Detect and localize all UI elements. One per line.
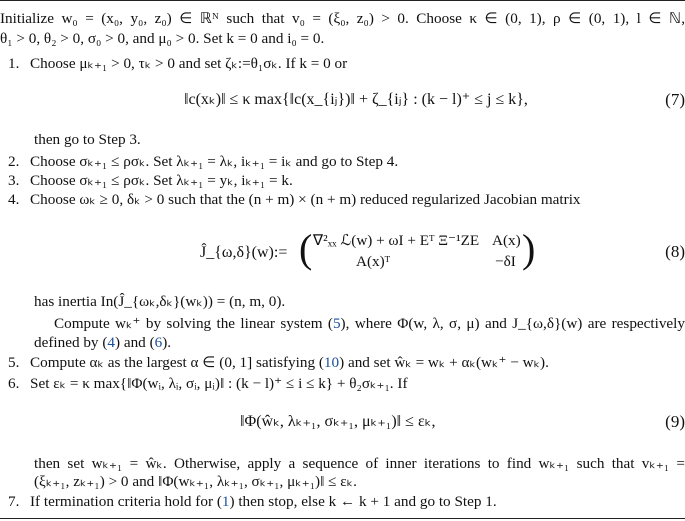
matrix-entry-11: ∇²ₓₓ ℒ(w) + ωI + Eᵀ Ξ⁻¹ZE bbox=[313, 232, 480, 249]
matrix-entry-21: A(x)ᵀ bbox=[356, 253, 391, 270]
equation-7: ‖c(xₖ)‖ ≤ κ max{‖c(x_{iⱼ})‖ + ζ_{iⱼ} : (k − l)⁺ ≤ j ≤ k}, bbox=[184, 91, 528, 108]
step-4-text: Choose ωₖ ≥ 0, δₖ > 0 such that the (n + m) × (n + m) reduced regularized Jacobian matrix bbox=[30, 191, 581, 208]
equation-9-number: (9) bbox=[665, 412, 685, 431]
matrix-entry-12: A(x) bbox=[492, 232, 521, 249]
compute-text-a: Compute wₖ⁺ by solving the linear system ( bbox=[54, 315, 333, 332]
step-1-after: then go to Step 3. bbox=[34, 131, 141, 148]
step-4-number: 4. bbox=[8, 191, 20, 208]
step-7-text bbox=[30, 493, 497, 511]
ref-equation-10[interactable]: 10 bbox=[323, 354, 340, 371]
step-6-number: 6. bbox=[8, 375, 20, 392]
matrix-right-paren: ) bbox=[522, 226, 536, 271]
matrix-left-paren: ( bbox=[299, 226, 313, 271]
equation-9: ‖Φ(ŵₖ, λₖ₊₁, σₖ₊₁, μₖ₊₁)‖ ≤ εₖ, bbox=[240, 413, 436, 430]
step-7-number: 7. bbox=[8, 493, 20, 510]
step-5-text-b: ) and set ŵₖ = wₖ + αₖ(wₖ⁺ − wₖ). bbox=[339, 354, 549, 371]
step-1-number: 1. bbox=[8, 55, 20, 72]
defined-text-b: ) and ( bbox=[114, 334, 155, 351]
step-7-text-a: If termination criteria hold for ( bbox=[30, 493, 222, 510]
step-6-after-line-1: then set wₖ₊₁ = ŵₖ. Otherwise, apply a sequence of inner iterations to find wₖ₊₁ such that vₖ₊₁ = bbox=[34, 455, 685, 472]
step-4-defined-line bbox=[34, 334, 171, 352]
defined-text-a: defined by ( bbox=[34, 334, 108, 351]
step-2-number: 2. bbox=[8, 153, 20, 170]
equation-8-lhs: Ĵ_{ω,δ}(w):= bbox=[200, 244, 288, 261]
compute-text-b: ), where Φ(w, λ, σ, μ) and J_{ω,δ}(w) are respectively bbox=[340, 315, 685, 332]
ref-equation-4[interactable]: 4 bbox=[107, 334, 115, 351]
step-6-after-line-2: (ξₖ₊₁, zₖ₊₁) > 0 and ‖Φ(wₖ₊₁, λₖ₊₁, σₖ₊₁, μₖ₊₁)‖ ≤ εₖ. bbox=[34, 473, 357, 490]
step-7-text-b: ) then stop, else k ← k + 1 and go to Step 1. bbox=[229, 493, 497, 510]
ref-equation-1[interactable]: 1 bbox=[221, 493, 230, 510]
matrix-entry-22: −δI bbox=[495, 253, 516, 270]
defined-text-c: ). bbox=[162, 334, 172, 351]
ref-equation-6[interactable]: 6 bbox=[154, 334, 163, 351]
step-5-number: 5. bbox=[8, 354, 20, 371]
top-rule bbox=[0, 0, 685, 1]
step-4-inertia: has inertia In(Ĵ_{ωₖ,δₖ}(wₖ)) = (n, m, 0). bbox=[34, 293, 286, 310]
step-5-text bbox=[30, 354, 549, 372]
init-line-2: θ₁ > 0, θ₂ > 0, σ₀ > 0, and μ₀ > 0. Set k = 0 and i₀ = 0. bbox=[0, 30, 325, 47]
step-5-text-a: Compute αₖ as the largest α ∈ (0, 1] satisfying ( bbox=[30, 354, 324, 371]
ref-equation-5[interactable]: 5 bbox=[332, 315, 341, 332]
bottom-rule bbox=[0, 518, 685, 519]
step-2-text: Choose σₖ₊₁ ≤ ρσₖ. Set λₖ₊₁ = λₖ, iₖ₊₁ = iₖ and go to Step 4. bbox=[30, 153, 399, 170]
step-6-text: Set εₖ = κ max{‖Φ(wᵢ, λᵢ, σᵢ, μᵢ)‖ : (k − l)⁺ ≤ i ≤ k} + θ₂σₖ₊₁. If bbox=[30, 375, 408, 392]
step-3-text: Choose σₖ₊₁ ≤ ρσₖ. Set λₖ₊₁ = yₖ, iₖ₊₁ = k. bbox=[30, 172, 293, 189]
step-4-compute-line bbox=[54, 315, 685, 333]
step-1-text: Choose μₖ₊₁ > 0, τₖ > 0 and set ζₖ:=θ₁σₖ. If k = 0 or bbox=[30, 55, 348, 72]
equation-7-number: (7) bbox=[665, 90, 685, 109]
init-line-1: Initialize w₀ = (x₀, y₀, z₀) ∈ ℝᴺ such that v₀ = (ξ₀, z₀) > 0. Choose κ ∈ (0, 1), ρ ∈ (0, 1), l ∈ ℕ, bbox=[0, 10, 685, 27]
step-3-number: 3. bbox=[8, 172, 20, 189]
equation-8-number: (8) bbox=[665, 242, 685, 261]
